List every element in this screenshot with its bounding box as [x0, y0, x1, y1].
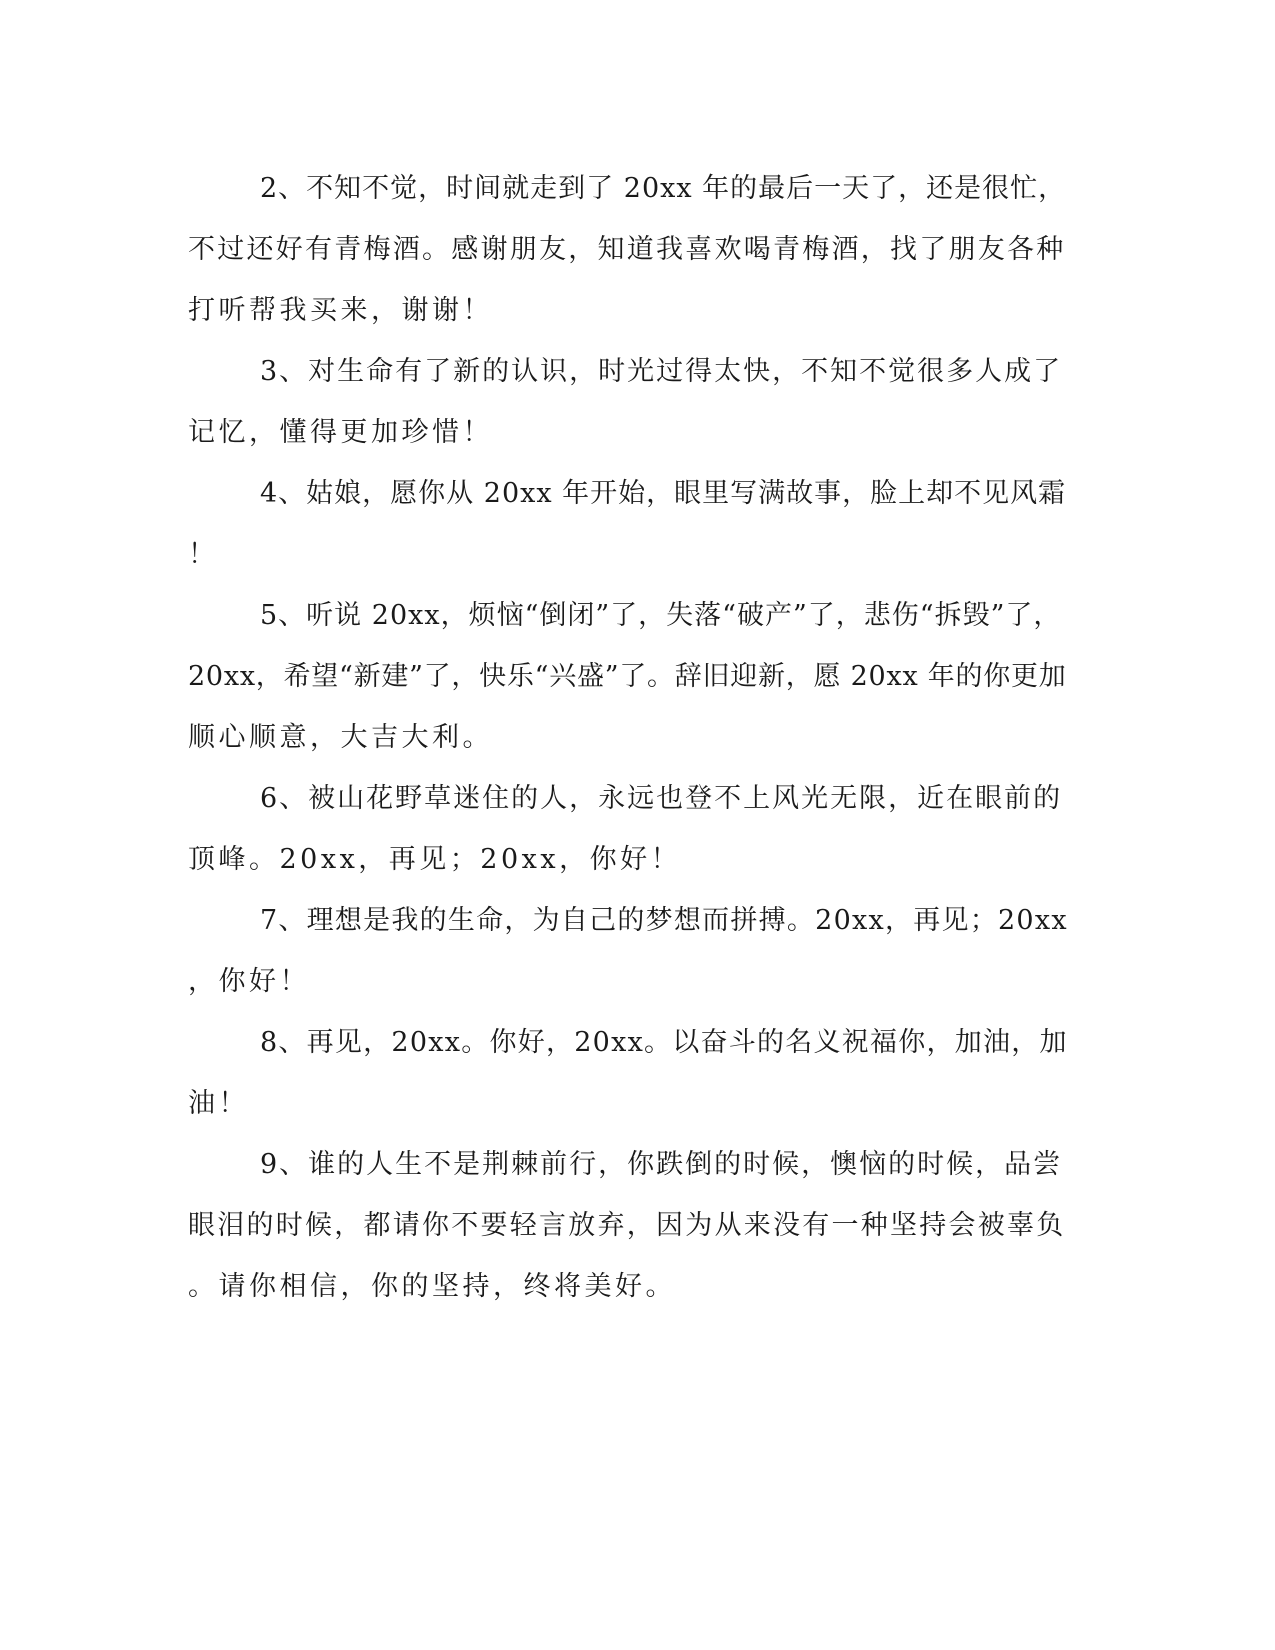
text-line: 3、对生命有了新的认识，时光过得太快，不知不觉很多人成了	[260, 356, 1063, 387]
text-line: ！	[188, 539, 219, 570]
text-line: ，你好！	[188, 966, 310, 997]
document-body	[188, 158, 1068, 1317]
text-line: 9、谁的人生不是荆棘前行，你跌倒的时候，懊恼的时候，品尝	[260, 1149, 1063, 1180]
text-line: 顺心顺意，大吉大利。	[188, 722, 493, 753]
text-line: 6、被山花野草迷住的人，永远也登不上风光无限，近在眼前的	[260, 783, 1063, 814]
text-line: 5、听说 20xx，烦恼“倒闭”了，失落“破产”了，悲伤“拆毁”了，	[260, 600, 1062, 631]
text-line: 。请你相信，你的坚持，终将美好。	[188, 1271, 676, 1302]
text-line: 油！	[188, 1088, 249, 1119]
text-line: 记忆，懂得更加珍惜！	[188, 417, 493, 448]
text-line: 顶峰。20xx，再见；20xx，你好！	[188, 844, 682, 875]
text-line: 8、再见，20xx。你好，20xx。以奋斗的名义祝福你，加油，加	[260, 1027, 1068, 1058]
text-line: 2、不知不觉，时间就走到了 20xx 年的最后一天了，还是很忙，	[260, 173, 1067, 204]
text-line: 打听帮我买来，谢谢！	[188, 295, 493, 326]
text-line: 20xx，希望“新建”了，快乐“兴盛”了。辞旧迎新，愿 20xx 年的你更加	[188, 661, 1067, 692]
text-line: 7、理想是我的生命，为自己的梦想而拼搏。20xx，再见；20xx	[260, 905, 1068, 936]
text-line: 眼泪的时候，都请你不要轻言放弃，因为从来没有一种坚持会被辜负	[188, 1210, 1066, 1241]
text-line: 4、姑娘，愿你从 20xx 年开始，眼里写满故事，脸上却不见风霜	[260, 478, 1067, 509]
text-line: 不过还好有青梅酒。感谢朋友，知道我喜欢喝青梅酒，找了朋友各种	[188, 234, 1066, 265]
